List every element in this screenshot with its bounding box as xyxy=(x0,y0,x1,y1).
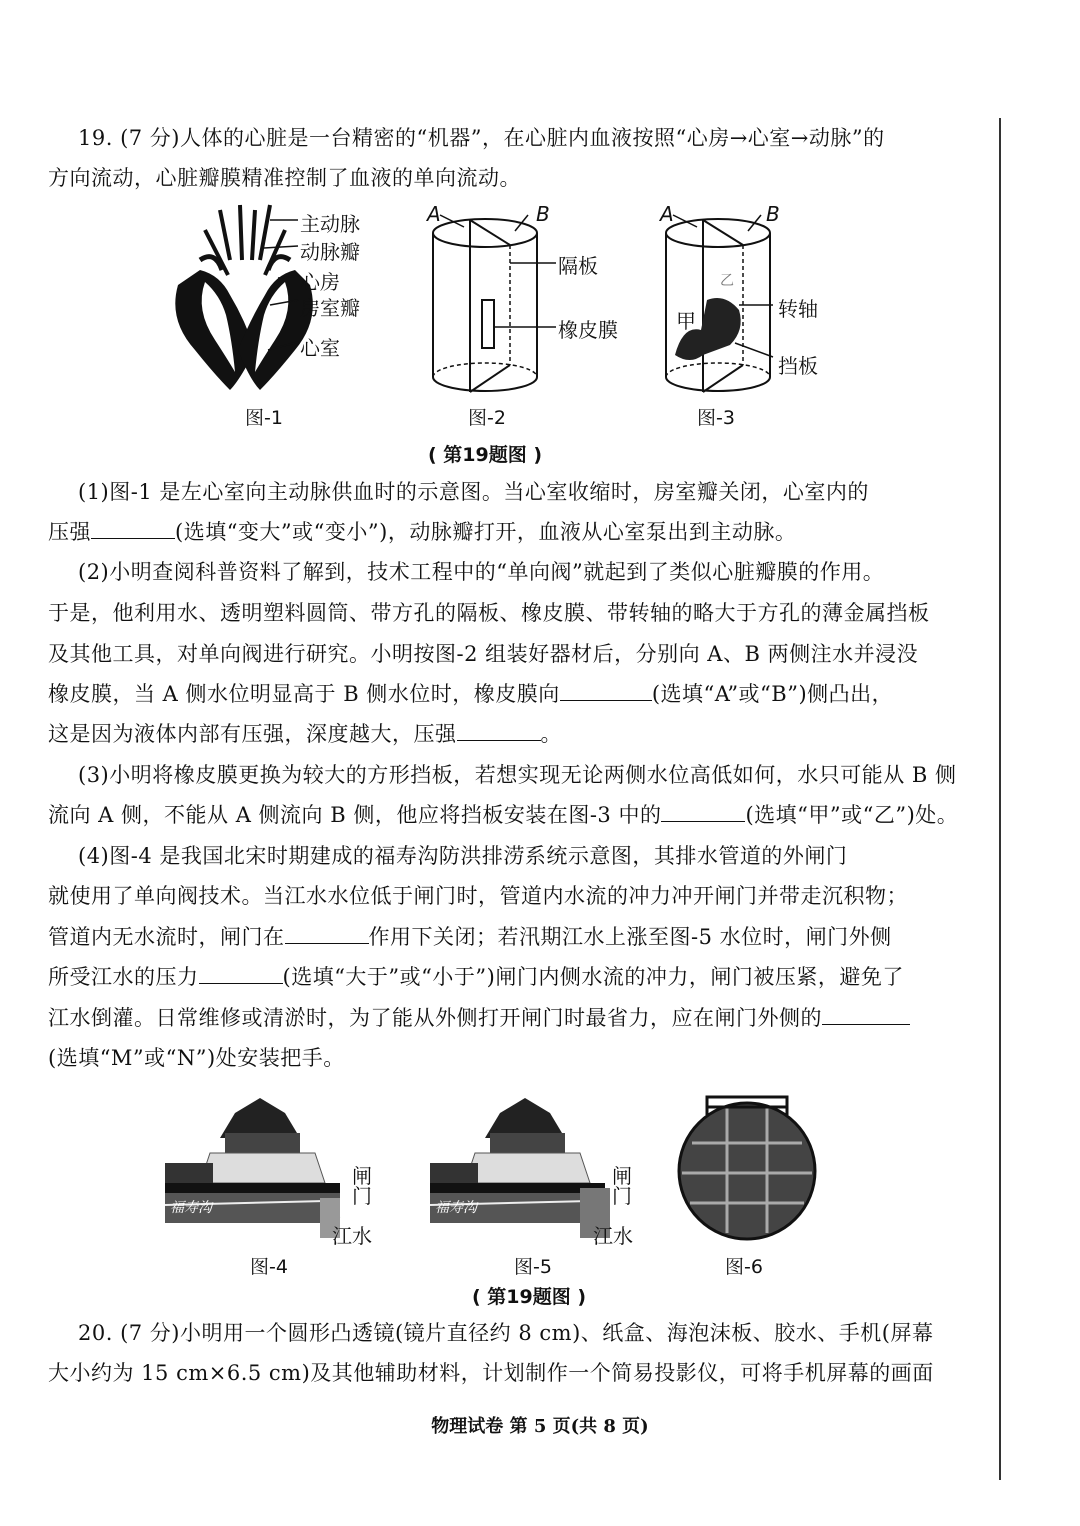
p1-line-2: 压强 (选填“变大”或“变小”)，动脉瓣打开，血液从心室泵出到主动脉。 xyxy=(48,520,797,544)
q20-line-1: 20. (7 分)小明用一个圆形凸透镜(镜片直径约 8 cm)、纸盒、海泡沫板、胶水、手机(屏幕 xyxy=(78,1321,934,1345)
caption-fig2: 图-2 xyxy=(468,407,506,429)
fig4-river-label: 江水 xyxy=(332,1224,372,1248)
fig4-gate-label: 闸门 xyxy=(352,1164,372,1208)
answer-blank-4[interactable] xyxy=(661,803,745,822)
margin-rule xyxy=(999,118,1001,1480)
caption-fig4: 图-4 xyxy=(250,1256,288,1278)
fig2-label-b: B xyxy=(536,202,550,226)
label-atrium: 心房 xyxy=(300,270,340,294)
caption-fig5: 图-5 xyxy=(514,1256,552,1278)
p4-line-5: 江水倒灌。日常维修或清淤时，为了能从外侧打开闸门时最省力，应在闸门外侧的 xyxy=(48,1006,910,1030)
p3-line-1: (3)小明将橡皮膜更换为较大的方形挡板，若想实现无论两侧水位高低如何，水只可能从 B 侧 xyxy=(78,763,957,787)
p2-line-4: 橡皮膜，当 A 侧水位明显高于 B 侧水位时，橡皮膜向 (选填“A”或“B”)侧凸出， xyxy=(48,682,894,706)
cylinder-partition-figure xyxy=(420,205,560,400)
answer-blank-6[interactable] xyxy=(199,965,283,984)
fig4-ditch-label: 福寿沟 xyxy=(170,1200,212,1216)
fig5-gate-label: 闸门 xyxy=(612,1164,632,1208)
label-aorta: 主动脉 xyxy=(300,212,360,236)
fig3-label-axis: 转轴 xyxy=(778,297,818,321)
answer-blank-5[interactable] xyxy=(285,925,369,944)
caption-fig3: 图-3 xyxy=(697,407,735,429)
q19-intro-line-1: 19. (7 分)人体的心脏是一台精密的“机器”，在心脏内血液按照“心房→心室→动脉”的 xyxy=(78,126,885,150)
fig3-label-jia: 甲 xyxy=(676,309,696,333)
fig5-ditch-label: 福寿沟 xyxy=(435,1200,477,1216)
caption-fig6: 图-6 xyxy=(725,1256,763,1278)
answer-blank-3[interactable] xyxy=(457,722,541,741)
p4-line-6: (选填“M”或“N”)处安装把手。 xyxy=(48,1046,345,1070)
fig3-label-b: B xyxy=(766,202,780,226)
p4-line-3: 管道内无水流时，闸门在 作用下关闭；若汛期江水上涨至图-5 水位时，闸门外侧 xyxy=(48,925,892,949)
page-footer: 物理试卷 第 5 页(共 8 页) xyxy=(431,1416,649,1437)
fig5-river-label: 江水 xyxy=(593,1224,633,1248)
fig3-label-baffle: 挡板 xyxy=(778,354,818,378)
fig3-label-yi: 乙 xyxy=(720,273,734,289)
fig3-label-a: A xyxy=(660,202,674,226)
label-ventricle: 心室 xyxy=(300,336,340,360)
fig2-label-a: A xyxy=(427,202,441,226)
label-arterial-valve: 动脉瓣 xyxy=(300,240,360,264)
caption-fig1: 图-1 xyxy=(245,407,283,429)
p4-line-4: 所受江水的压力 (选填“大于”或“小于”)闸门内侧水流的冲力，闸门被压紧，避免了 xyxy=(48,965,904,989)
p1-line-1: (1)图-1 是左心室向主动脉供血时的示意图。当心室收缩时，房室瓣关闭，心室内的 xyxy=(78,480,869,504)
group-caption-2: ( 第19题图 ) xyxy=(472,1286,587,1308)
fig2-label-partition: 隔板 xyxy=(558,254,598,278)
p2-line-2: 于是，他利用水、透明塑料圆筒、带方孔的隔板、橡皮膜、带转轴的略大于方孔的薄金属挡板 xyxy=(48,601,930,625)
p3-line-2: 流向 A 侧，不能从 A 侧流向 B 侧，他应将挡板安装在图-3 中的 (选填“甲”或“乙”)处。 xyxy=(48,803,959,827)
answer-blank-2[interactable] xyxy=(560,682,652,701)
fuduogou-figure-5 xyxy=(430,1093,615,1243)
p4-line-2: 就使用了单向阀技术。当江水水位低于闸门时，管道内水流的冲力冲开闸门并带走沉积物； xyxy=(48,884,908,908)
p4-line-1: (4)图-4 是我国北宋时期建成的福寿沟防洪排涝系统示意图，其排水管道的外闸门 xyxy=(78,844,848,868)
p2-line-5: 这是因为液体内部有压强，深度越大，压强 。 xyxy=(48,722,562,746)
fig2-label-membrane: 橡皮膜 xyxy=(558,318,618,342)
p2-line-1: (2)小明查阅科普资料了解到，技术工程中的“单向阀”就起到了类似心脏瓣膜的作用。 xyxy=(78,560,885,584)
group-caption-1: ( 第19题图 ) xyxy=(428,444,543,466)
cylinder-baffle-figure xyxy=(655,205,785,400)
answer-blank-7[interactable] xyxy=(822,1006,910,1025)
q20-line-2: 大小约为 15 cm×6.5 cm)及其他辅助材料，计划制作一个简易投影仪，可将手机屏幕的画面 xyxy=(48,1361,934,1385)
fuduogou-figure-4 xyxy=(165,1093,350,1243)
answer-blank-1[interactable] xyxy=(91,520,175,539)
p2-line-3: 及其他工具，对单向阀进行研究。小明按图-2 组装好器材后，分别向 A、B 两侧注水并浸没 xyxy=(48,642,919,666)
round-gate-figure-6 xyxy=(672,1093,822,1243)
q19-intro-line-2: 方向流动，心脏瓣膜精准控制了血液的单向流动。 xyxy=(48,166,521,190)
label-av-valve: 房室瓣 xyxy=(300,296,360,320)
